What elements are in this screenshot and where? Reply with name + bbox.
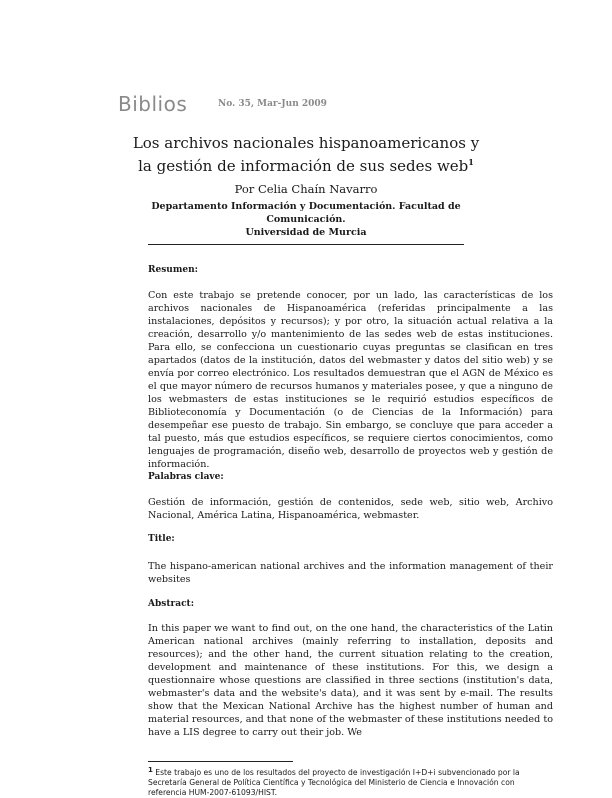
title-en-label: Title: bbox=[148, 534, 175, 544]
keywords-label: Palabras clave: bbox=[148, 472, 224, 482]
title-divider bbox=[148, 244, 464, 245]
title-en-text: The hispano-american national archives and the information management of their websites bbox=[148, 561, 553, 585]
journal-name: Biblios bbox=[118, 92, 188, 116]
affiliation-university: Universidad de Murcia bbox=[245, 227, 367, 238]
title-footnote-mark[interactable]: 1 bbox=[468, 157, 474, 167]
affiliation bbox=[130, 200, 482, 239]
footnote-mark: 1 bbox=[148, 766, 153, 774]
resumen-label: Resumen: bbox=[148, 265, 198, 275]
abstract-text: In this paper we want to find out, on the one hand, the characteristics of the Latin American national archives (mainly referring to installation, deposits and resources); and the other hand, the current situation relating to the creation, development and maintenance of these institutions. For this, we design a questionnaire whose questions are classified in three sections (institution's data, webmaster's data and the website's data), and it was sent by e-mail. The results show that the Mexican National Archive has the highest number of human and material resources, and that none of the webmaster of these institutions needed to have a LIS degree to carry out their job. We bbox=[148, 623, 553, 738]
footnote-text: Este trabajo es uno de los resultados del proyecto de investigación I+D+i subvencionado por la Secretaría General de Política Científica y Tecnológica del Ministerio de Ciencia e Innovación con referencia HUM-2007-61093/HIST. bbox=[148, 768, 520, 797]
footnote-divider bbox=[148, 761, 293, 762]
resumen-text: Con este trabajo se pretende conocer, por un lado, las características de los archivos nacionales de Hispanoamérica (referidas principalmente a las instalaciones, depósitos y recursos); y por otro, la situación actual relativa a la creación, desarrollo y/o mantenimiento de las sedes web de estas instituciones. Para ello, se confecciona un cuestionario cuyas preguntas se clasifican en tres apartados (datos de la institución, datos del webmaster y datos del sitio web) y se envía por correo electrónico. Los resultados demuestran que el AGN de México es el que mayor número de recursos humanos y materiales posee, y que a ninguno de los webmasters de estas instituciones se le requirió estudios específicos de Biblioteconomía y Documentación (o de Ciencias de la Información) para desempeñar ese puesto de trabajo. Sin embargo, se concluye que para acceder a tal puesto, más que estudios específicos, se requiere ciertos conocimientos, como lenguajes de programación, diseño web, desarrollo de proyectos web y gestión de información. bbox=[148, 290, 553, 470]
issue-info: No. 35, Mar-Jun 2009 bbox=[218, 99, 327, 109]
keywords-text: Gestión de información, gestión de contenidos, sede web, sitio web, Archivo Nacional, América Latina, Hispanoamérica, webmaster. bbox=[148, 497, 553, 521]
article-title: Los archivos nacionales hispanoamericanos y la gestión de información de sus sedes web$^1$ bbox=[132, 134, 480, 175]
author: Por Celia Chaín Navarro bbox=[234, 182, 378, 196]
abstract-label: Abstract: bbox=[148, 599, 195, 609]
affiliation-department: Departamento Información y Documentación. Facultad de Comunicación. bbox=[151, 201, 461, 225]
footnote bbox=[148, 765, 553, 798]
